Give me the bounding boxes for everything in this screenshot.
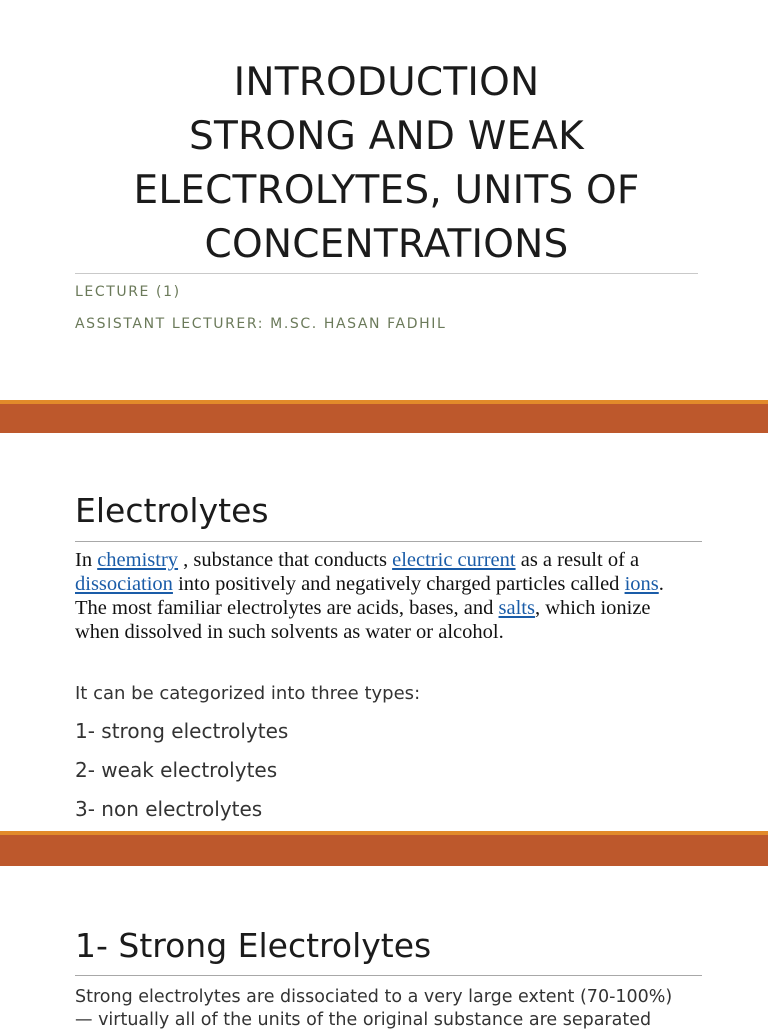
dissociation-link[interactable]: dissociation <box>75 573 173 595</box>
categories-intro: It can be categorized into three types: <box>75 683 421 704</box>
list-item: 2- weak electrolytes <box>75 758 278 782</box>
title-line: CONCENTRATIONS <box>204 222 569 267</box>
electric-current-link[interactable]: electric current <box>392 549 516 571</box>
heading-underline <box>75 541 702 542</box>
lecture-number: LECTURE (1) <box>75 284 181 300</box>
slide-separator <box>0 831 768 866</box>
heading-underline <box>75 975 702 976</box>
text-run: , substance that conducts <box>178 549 393 571</box>
slide-heading: Electrolytes <box>75 491 269 530</box>
strong-electrolytes-slide <box>0 866 768 1030</box>
slide-separator <box>0 400 768 433</box>
definition-paragraph <box>75 548 695 644</box>
text-run: . The most familiar electrolytes are acids, bases, and <box>75 573 664 619</box>
text-run: In <box>75 549 98 571</box>
lecturer-name: ASSISTANT LECTURER: M.SC. HASAN FADHIL <box>75 316 447 332</box>
text-run: , which ionize when dissolved in such solvents as water or alcohol. <box>75 597 651 643</box>
chemistry-link[interactable]: chemistry <box>97 549 179 571</box>
title-line: STRONG AND WEAK <box>189 114 584 159</box>
list-item: 1- strong electrolytes <box>75 719 289 743</box>
text-run: as a result of a <box>515 549 640 571</box>
title-slide <box>0 0 768 400</box>
strong-electrolytes-paragraph: Strong electrolytes are dissociated to a very large extent (70-100%) — virtually all of the units of the original substance are separated <box>75 987 673 1030</box>
title-line: ELECTROLYTES, UNITS OF <box>133 168 640 213</box>
slide-title <box>75 56 698 272</box>
list-item: 3- non electrolytes <box>75 797 263 821</box>
title-divider-line <box>75 273 698 274</box>
ions-link[interactable]: ions <box>624 573 659 595</box>
electrolytes-slide <box>0 433 768 831</box>
title-line: INTRODUCTION <box>233 60 540 105</box>
slide-heading: 1- Strong Electrolytes <box>75 926 432 965</box>
text-run: into positively and negatively charged particles called <box>172 573 625 595</box>
salts-link[interactable]: salts <box>498 597 535 619</box>
